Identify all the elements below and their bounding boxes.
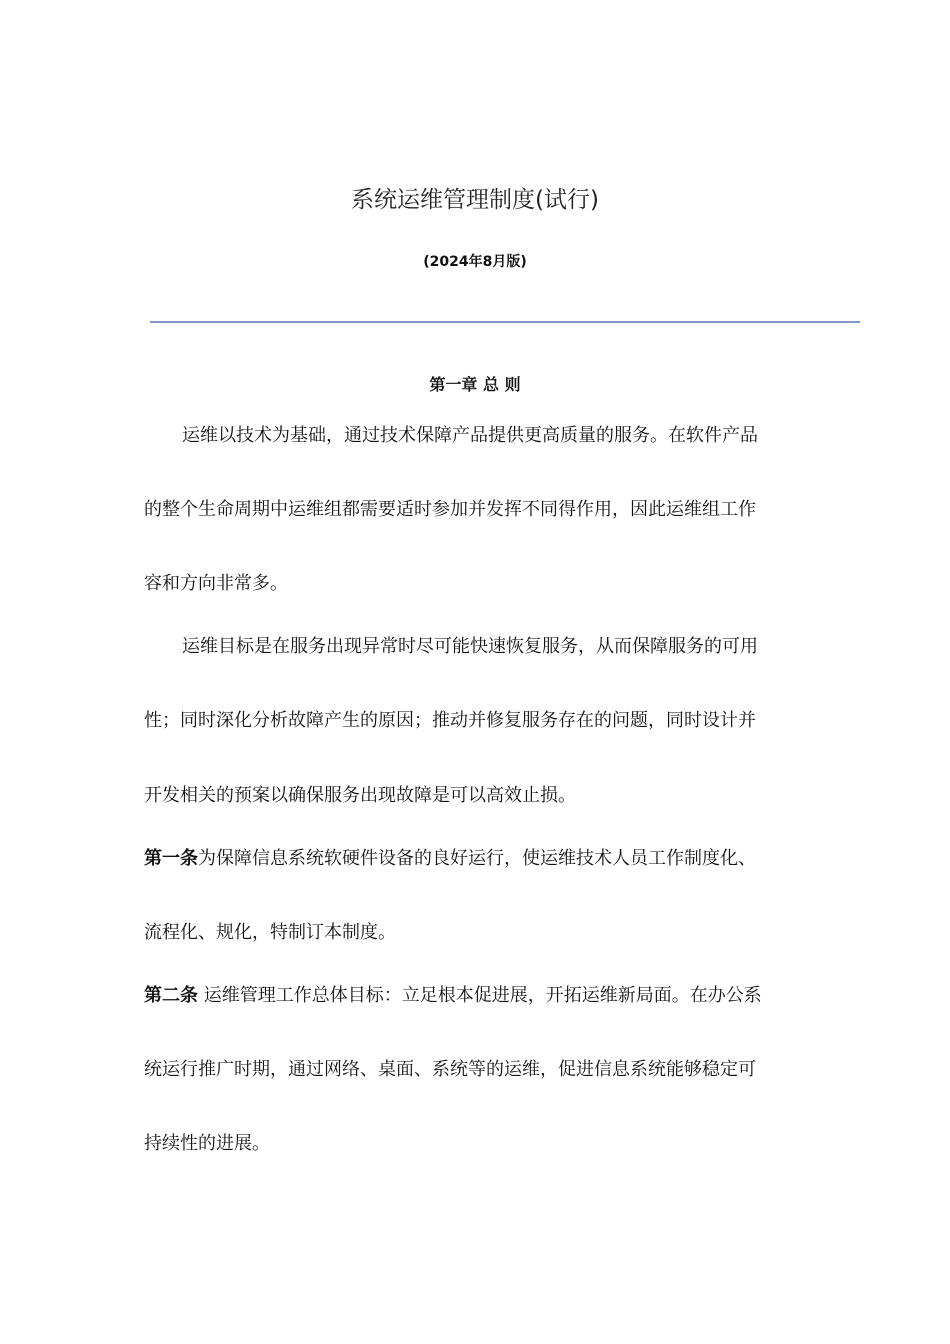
paragraph-line: 持续性的进展。 — [144, 1133, 270, 1154]
document-title: 系统运维管理制度(试行) — [351, 187, 599, 213]
paragraph-line: 的整个生命周期中运维组都需要适时参加并发挥不同得作用，因此运维组工作 — [144, 499, 756, 520]
article-text: 运维管理工作总体目标：立足根本促进展，开拓运维新局面。在办公系 — [198, 985, 762, 1006]
paragraph-line: 性；同时深化分析故障产生的原因；推动并修复服务存在的问题，同时设计并 — [144, 710, 756, 731]
chapter-heading: 第一章 总 则 — [429, 375, 521, 394]
document-subtitle: (2024年8月版) — [423, 254, 527, 270]
paragraph-line: 流程化、规化，特制订本制度。 — [144, 922, 396, 943]
paragraph-line: 开发相关的预案以确保服务出现故障是可以高效止损。 — [144, 785, 576, 806]
title-divider — [150, 321, 860, 323]
article-label: 第一条 — [144, 848, 198, 869]
paragraph-line: 统运行推广时期，通过网络、桌面、系统等的运维，促进信息系统能够稳定可 — [144, 1059, 756, 1080]
paragraph-line: 运维目标是在服务出现异常时尽可能快速恢复服务，从而保障服务的可用 — [182, 636, 758, 657]
article-text: 为保障信息系统软硬件设备的良好运行，使运维技术人员工作制度化、 — [198, 848, 756, 869]
article-label: 第二条 — [144, 985, 198, 1006]
article-first-line — [144, 846, 824, 872]
paragraph-line: 容和方向非常多。 — [144, 573, 288, 594]
paragraph-line: 运维以技术为基础，通过技术保障产品提供更高质量的服务。在软件产品 — [182, 425, 758, 446]
article-first-line — [144, 983, 824, 1009]
